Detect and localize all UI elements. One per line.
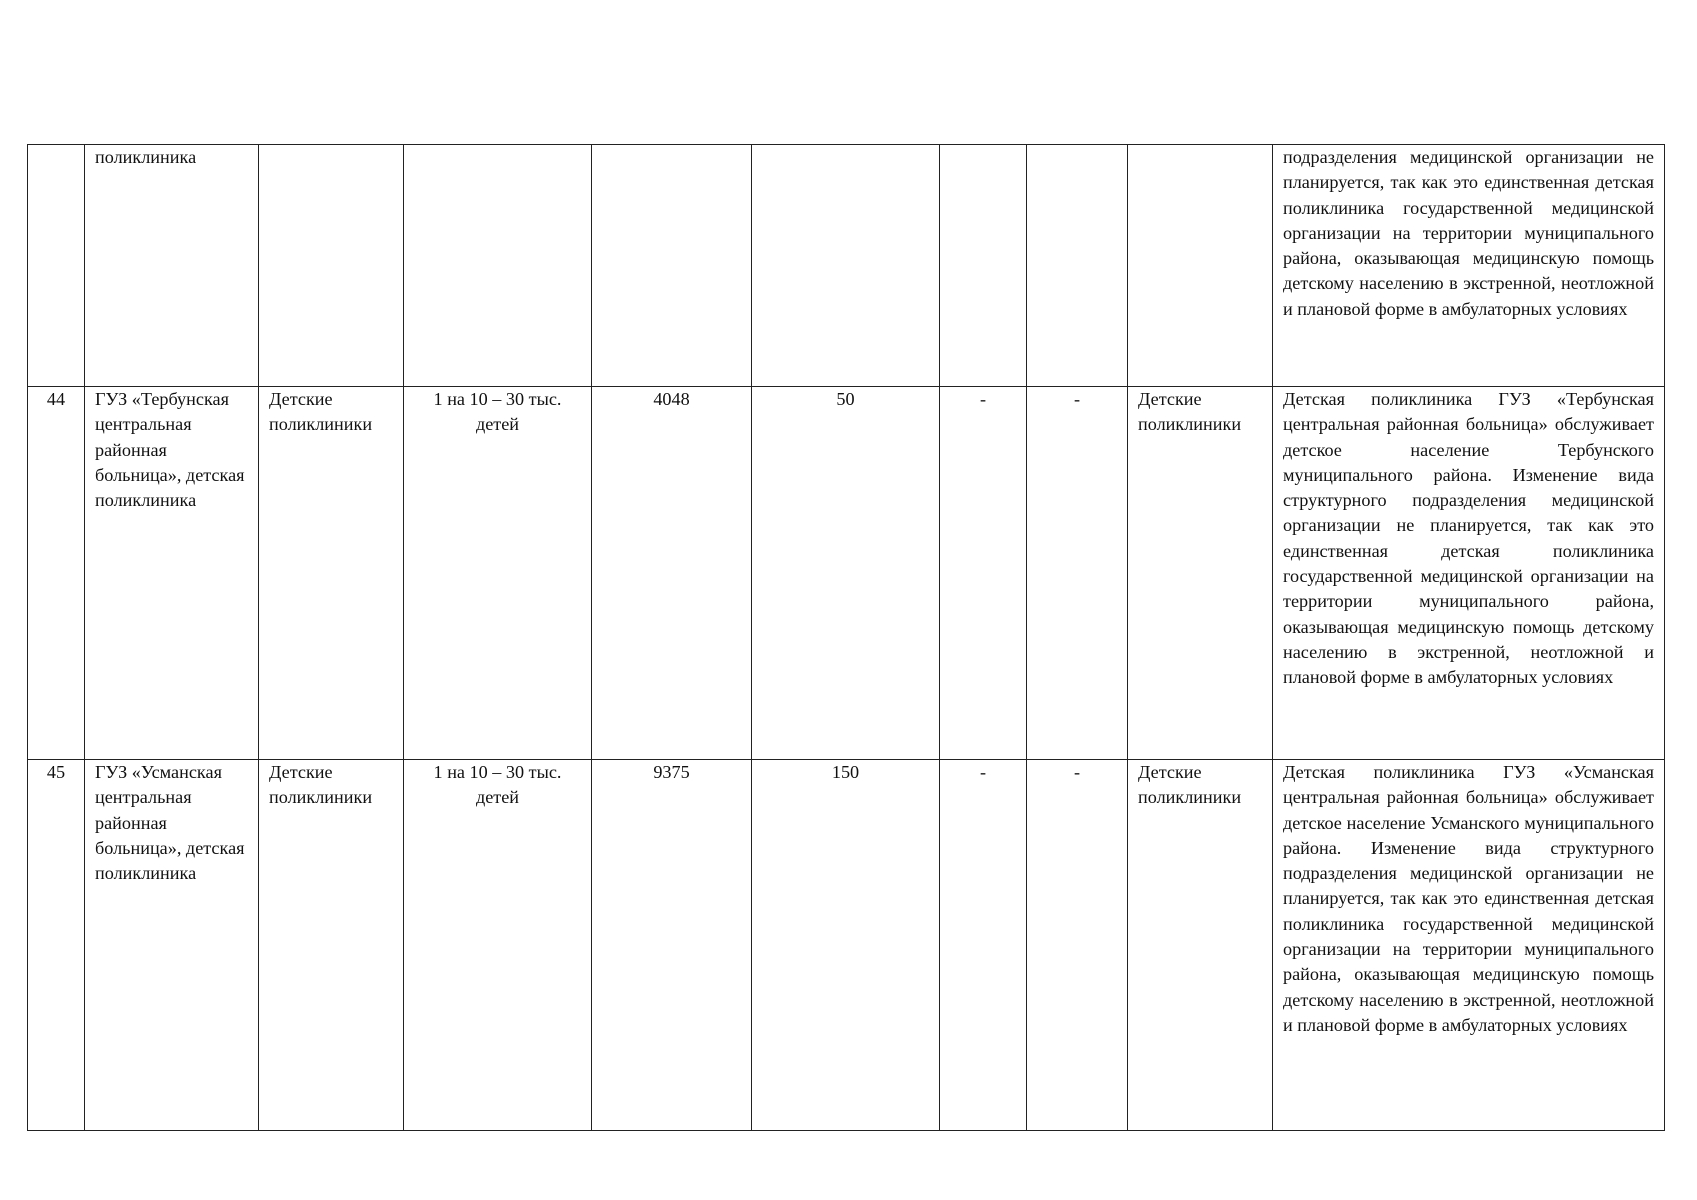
organization-name-cell: ГУЗ «Усманская центральная районная больница», детская поликлиника xyxy=(85,760,259,1131)
table-row xyxy=(28,145,1665,387)
organization-name-cell: ГУЗ «Тербунская центральная районная больница», детская поликлиника xyxy=(85,387,259,760)
description-cell: Детская поликлиника ГУЗ «Тербунская центральная районная больница» обслуживает детское население Тербунского муниципального района. Изменение вида структурного подразделения медицинской организации не планируется, так как это единственная детская поликлиника государственной медицинской организации на территории муниципального района, оказывающая медицинскую помощь детскому населению в экстренной, неотложной и плановой форме в амбулаторных условиях xyxy=(1273,387,1665,760)
norm-cell xyxy=(404,145,592,387)
unit-type-cell: Детские поликлиники xyxy=(259,387,404,760)
column-8-cell xyxy=(1027,145,1128,387)
column-7-cell xyxy=(940,145,1027,387)
column-7-cell: - xyxy=(940,387,1027,760)
column-7-cell: - xyxy=(940,760,1027,1131)
capacity-cell: 150 xyxy=(752,760,940,1131)
facilities-table xyxy=(27,144,1665,1131)
children-count-cell xyxy=(592,145,752,387)
children-count-cell: 4048 xyxy=(592,387,752,760)
row-number-cell: 44 xyxy=(28,387,85,760)
description-cell: Детская поликлиника ГУЗ «Усманская центральная районная больница» обслуживает детское население Усманского муниципального района. Изменение вида структурного подразделения медицинской организации не планируется, так как это единственная детская поликлиника государственной медицинской организации на территории муниципального района, оказывающая медицинскую помощь детскому населению в экстренной, неотложной и плановой форме в амбулаторных условиях xyxy=(1273,760,1665,1131)
unit-type-cell xyxy=(259,145,404,387)
column-8-cell: - xyxy=(1027,387,1128,760)
description-cell: подразделения медицинской организации не планируется, так как это единственная детская поликлиника государственной медицинской организации на территории муниципального района, оказывающая медицинскую помощь детскому населению в экстренной, неотложной и плановой форме в амбулаторных условиях xyxy=(1273,145,1665,387)
new-unit-type-cell: Детские поликлиники xyxy=(1128,387,1273,760)
new-unit-type-cell xyxy=(1128,145,1273,387)
row-number-cell xyxy=(28,145,85,387)
norm-cell: 1 на 10 – 30 тыс. детей xyxy=(404,760,592,1131)
capacity-cell: 50 xyxy=(752,387,940,760)
new-unit-type-cell: Детские поликлиники xyxy=(1128,760,1273,1131)
table-row xyxy=(28,760,1665,1131)
column-8-cell: - xyxy=(1027,760,1128,1131)
table-row xyxy=(28,387,1665,760)
unit-type-cell: Детские поликлиники xyxy=(259,760,404,1131)
row-number-cell: 45 xyxy=(28,760,85,1131)
organization-name-cell: поликлиника xyxy=(85,145,259,387)
capacity-cell xyxy=(752,145,940,387)
children-count-cell: 9375 xyxy=(592,760,752,1131)
norm-cell: 1 на 10 – 30 тыс. детей xyxy=(404,387,592,760)
